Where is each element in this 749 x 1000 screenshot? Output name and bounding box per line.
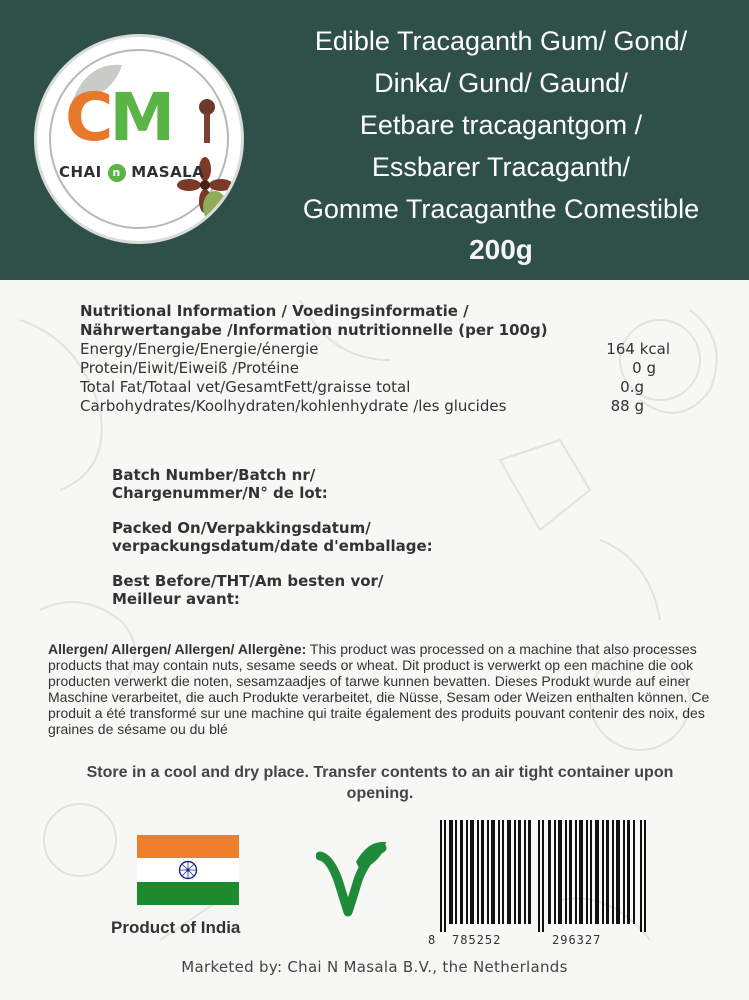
title-line-3: Eetbare tracagantgom /: [359, 110, 643, 140]
best-before-label-line2: Meilleur avant:: [112, 590, 240, 608]
vegan-v-icon: [316, 840, 388, 918]
packed-on-label-line1: Packed On/Verpakkingsdatum/: [112, 519, 371, 537]
barcode-digit-first: 8: [428, 933, 437, 947]
title-line-4: Essbarer Tracaganth/: [371, 152, 631, 182]
india-flag-icon: [137, 835, 239, 905]
logo-name-right: MASALA: [131, 163, 205, 181]
title-line-2: Dinka/ Gund/ Gaund/: [374, 68, 628, 98]
clove-icon: [187, 97, 227, 147]
best-before-field: [112, 572, 592, 608]
barcode-group-left: 785252: [452, 933, 502, 947]
title-line-1: Edible Tracaganth Gum/ Gond/: [314, 26, 688, 56]
best-before-label-line1: Best Before/THT/Am besten vor/: [112, 572, 384, 590]
nutrition-row: [80, 340, 680, 359]
title-line-5: Gomme Tracaganthe Comestible: [302, 194, 700, 224]
nutrition-label: Total Fat/Totaal vet/GesamtFett/graisse total: [80, 378, 411, 396]
product-title: [256, 20, 746, 270]
logo-brand-name: [59, 163, 204, 182]
nutrition-label: Protein/Eiwit/Eiweiß /Protéine: [80, 359, 300, 377]
logo-letters: [65, 79, 172, 156]
product-of-india: Product of India: [111, 918, 241, 937]
nutrition-row: [80, 359, 680, 378]
brand-logo: [34, 34, 244, 244]
nutrition-value: 88 g: [610, 397, 644, 415]
nutrition-title: Nutritional Information / Voedingsinformatie / Nährwertangabe /Information nutritionnelle (per 100g): [80, 302, 548, 339]
cardamom-icon: [197, 187, 233, 227]
nutrition-value: 0.g: [620, 378, 644, 396]
batch-info-fields: [112, 466, 592, 625]
nutrition-label: Energy/Energie/Energie/énergie: [80, 340, 319, 358]
nutrition-row: [80, 378, 680, 397]
packed-on-field: [112, 519, 592, 555]
nutrition-table: [80, 302, 680, 416]
allergen-label: Allergen/ Allergen/ Allergen/ Allergène:: [48, 641, 307, 657]
batch-number-label-line2: Chargenummer/N° de lot:: [112, 484, 328, 502]
nutrition-value: 164 kcal: [606, 340, 670, 358]
nutrition-row: [80, 397, 680, 416]
logo-name-left: CHAI: [59, 163, 102, 181]
logo-letter-c: C: [65, 79, 110, 156]
logo-name-n: n: [108, 164, 126, 182]
logo-letter-m: M: [109, 79, 172, 156]
barcode: [440, 820, 646, 932]
nutrition-label: Carbohydrates/Koolhydraten/kohlenhydrate /les glucides: [80, 397, 507, 415]
batch-number-field: [112, 466, 592, 502]
marketed-by-footer: Marketed by: Chai N Masala B.V., the Netherlands: [181, 958, 568, 976]
allergen-statement: [48, 641, 718, 737]
nutrition-value: 0 g: [632, 359, 656, 377]
storage-instructions: Store in a cool and dry place. Transfer contents to an air tight container upon opening.: [86, 764, 674, 802]
allergen-text: This product was processed on a machine that also processes products that may contain nuts, sesame seeds or wheat. Dit product is verwerkt op een machine die ook producten verwerkt die noten, sesamzaadjes of tarwe kunnen bevatten. Dieses Produkt wurde auf einer Maschine verarbeitet, die auch Produkte verarbeitet, die Nüsse, Sesam oder Weizen enthalten können. Ce produit a été transformé sur une machine qui traite également des produits pouvant contenir des noix, des graines de sésame ou du blé: [48, 641, 710, 737]
batch-number-label-line1: Batch Number/Batch nr/: [112, 466, 316, 484]
net-weight: 200g: [469, 234, 533, 265]
barcode-group-right: 296327: [552, 933, 602, 947]
packed-on-label-line2: verpackungsdatum/date d'emballage:: [112, 537, 433, 555]
header-banner: [0, 0, 749, 280]
